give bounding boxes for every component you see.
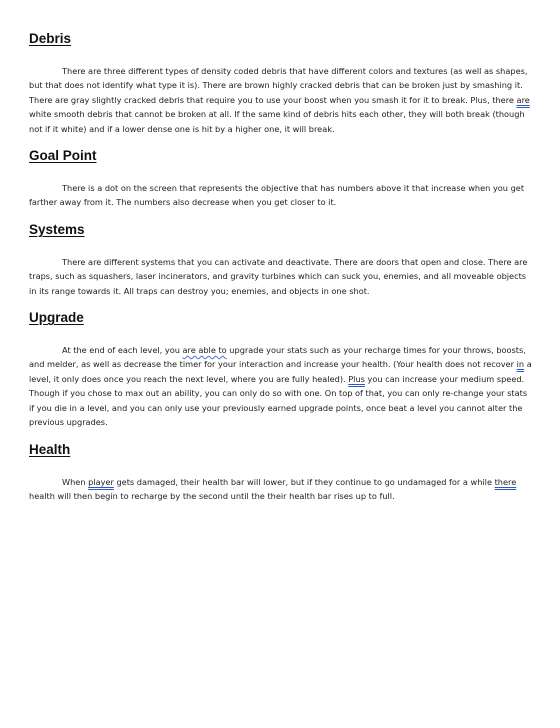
text-run: There are three different types of density coded debris that have different colors and textures (as well as shapes, but that does not identify what type it is). There are brown highly cracked debris that can be broken just by smashing it. There are gray slightly cracked debris that require you to use your boost when you smash it for it to break. Plus, there [29, 66, 528, 105]
text-run: When [62, 476, 89, 487]
section-paragraph [29, 64, 533, 136]
section-upgrade [29, 309, 533, 429]
document-page [29, 30, 533, 503]
section-heading: Health [29, 441, 71, 457]
section-heading: Debris [29, 31, 72, 46]
grammar-flag[interactable]: in [516, 359, 525, 370]
grammar-flag[interactable]: Plus [348, 373, 365, 384]
section-systems [29, 221, 533, 298]
section-health [29, 441, 533, 504]
text-run: At the end of each level, you [62, 345, 183, 356]
section-heading: Upgrade [29, 310, 84, 326]
section-paragraph [29, 181, 533, 210]
spelling-flag[interactable]: are able to [182, 345, 227, 356]
section-paragraph [29, 475, 533, 504]
section-goal-point [29, 147, 533, 210]
section-paragraph [29, 255, 533, 298]
text-run: There is a dot on the screen that represents the objective that has numbers above it that increase when you get farther away from it. The numbers also decrease when you get closer to it. [29, 183, 525, 208]
section-heading: Goal Point [29, 148, 97, 164]
text-run: gets damaged, their health bar will lower, but if they continue to go undamaged for a while [113, 476, 495, 487]
grammar-flag[interactable]: player [88, 476, 114, 487]
text-run: white smooth debris that cannot be broken at all. If the same kind of debris hits each other, they will both break (though not if it white) and if a lower dense one is hit by a higher one, it will break. [29, 109, 525, 134]
text-run: upgrade your stats such as your recharge times for your throws, boosts, and melder, as well as decrease the timer for your interaction and increase your health. (Your health does not recover [29, 345, 526, 370]
text-run: health will then begin to recharge by the second until the their health bar rises up to full. [29, 490, 395, 501]
section-heading: Systems [29, 221, 85, 237]
grammar-flag[interactable]: are [516, 94, 530, 105]
text-run: There are different systems that you can activate and deactivate. There are doors that open and close. There are traps, such as squashers, laser incinerators, and gravity turbines which can suck you, enemies, and all moveable objects in its range towards it. All traps can destroy you; enemies, and objects in one shot. [29, 256, 528, 296]
text-run: you can increase your medium speed. Though if you chose to max out an ability, you can only do so with one. On top of that, you can only re-change your stats if you die in a level, and you can only use your previously earned upgrade points, once beat a level you cannot alter the previous upgrades. [29, 373, 528, 428]
text-run: a level, it only does once you reach the next level, where you are fully healed). [29, 359, 532, 384]
grammar-flag[interactable]: there [494, 476, 517, 487]
section-paragraph [29, 343, 533, 429]
section-debris [29, 30, 533, 136]
